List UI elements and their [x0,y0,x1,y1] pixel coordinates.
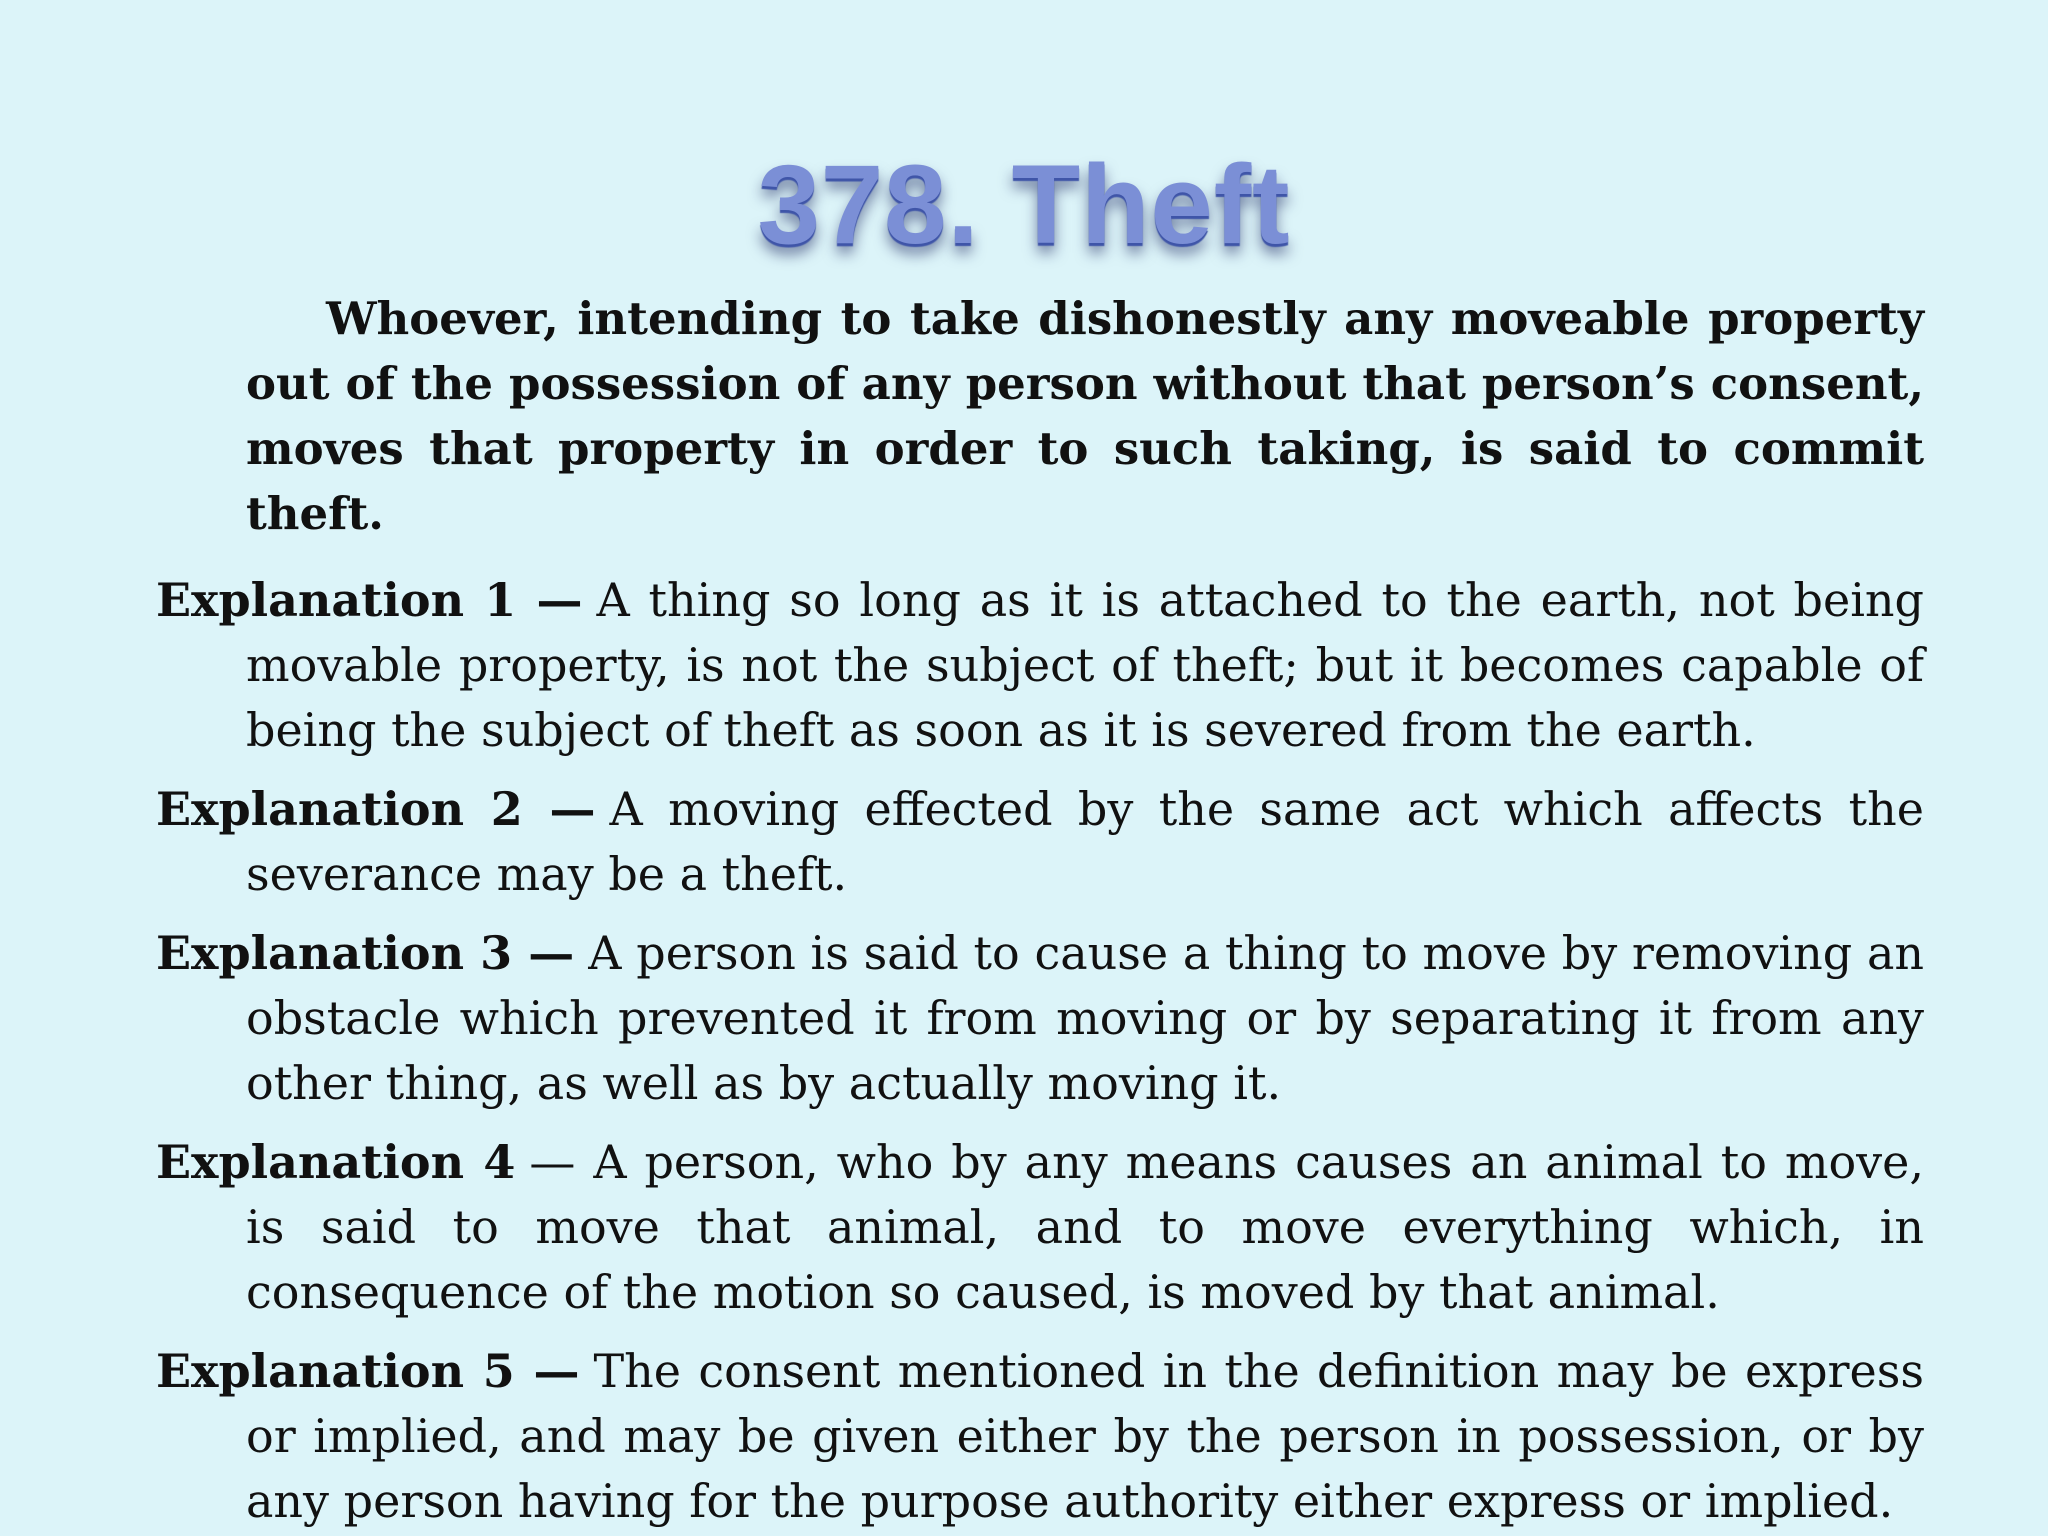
explanation-4-label: Explanation 4 [156,1135,516,1189]
slide-title: 378. Theft [757,142,1291,267]
explanation-1 [156,568,1924,763]
explanation-2 [156,777,1924,907]
explanation-5-text: The consent mentioned in the definition may be express or implied, and may be given either by the person in possession, or by any person having for the purpose authority either express or implied. [246,1344,1924,1528]
explanation-3-text: A person is said to cause a thing to move by removing an obstacle which prevented it from moving or by separating it from any other thing, as well as by actually moving it. [246,926,1925,1110]
explanation-1-text: A thing so long as it is attached to the earth, not being movable property, is not the subject of theft; but it becomes capable of being the subject of theft as soon as it is severed from the earth. [246,573,1924,757]
explanation-3-label: Explanation 3 — [156,926,575,980]
definition-paragraph: Whoever, intending to take dishonestly any moveable property out of the possession of any person without that person’s consent, moves that property in order to such taking, is said to commit theft. [246,292,1924,540]
explanation-1-label: Explanation 1 — [156,573,583,627]
explanation-4 [156,1130,1924,1325]
explanation-4-text: — A person, who by any means causes an animal to move, is said to move that animal, and to move everything which, in consequence of the motion so caused, is moved by that animal. [246,1135,1924,1319]
explanation-5-label: Explanation 5 — [156,1344,580,1398]
explanation-5 [156,1339,1924,1534]
explanation-3 [156,921,1924,1116]
slide-body [156,286,1924,1536]
explanation-2-label: Explanation 2 — [156,782,596,836]
explanation-2-text: A moving effected by the same act which affects the severance may be a theft. [246,782,1924,901]
